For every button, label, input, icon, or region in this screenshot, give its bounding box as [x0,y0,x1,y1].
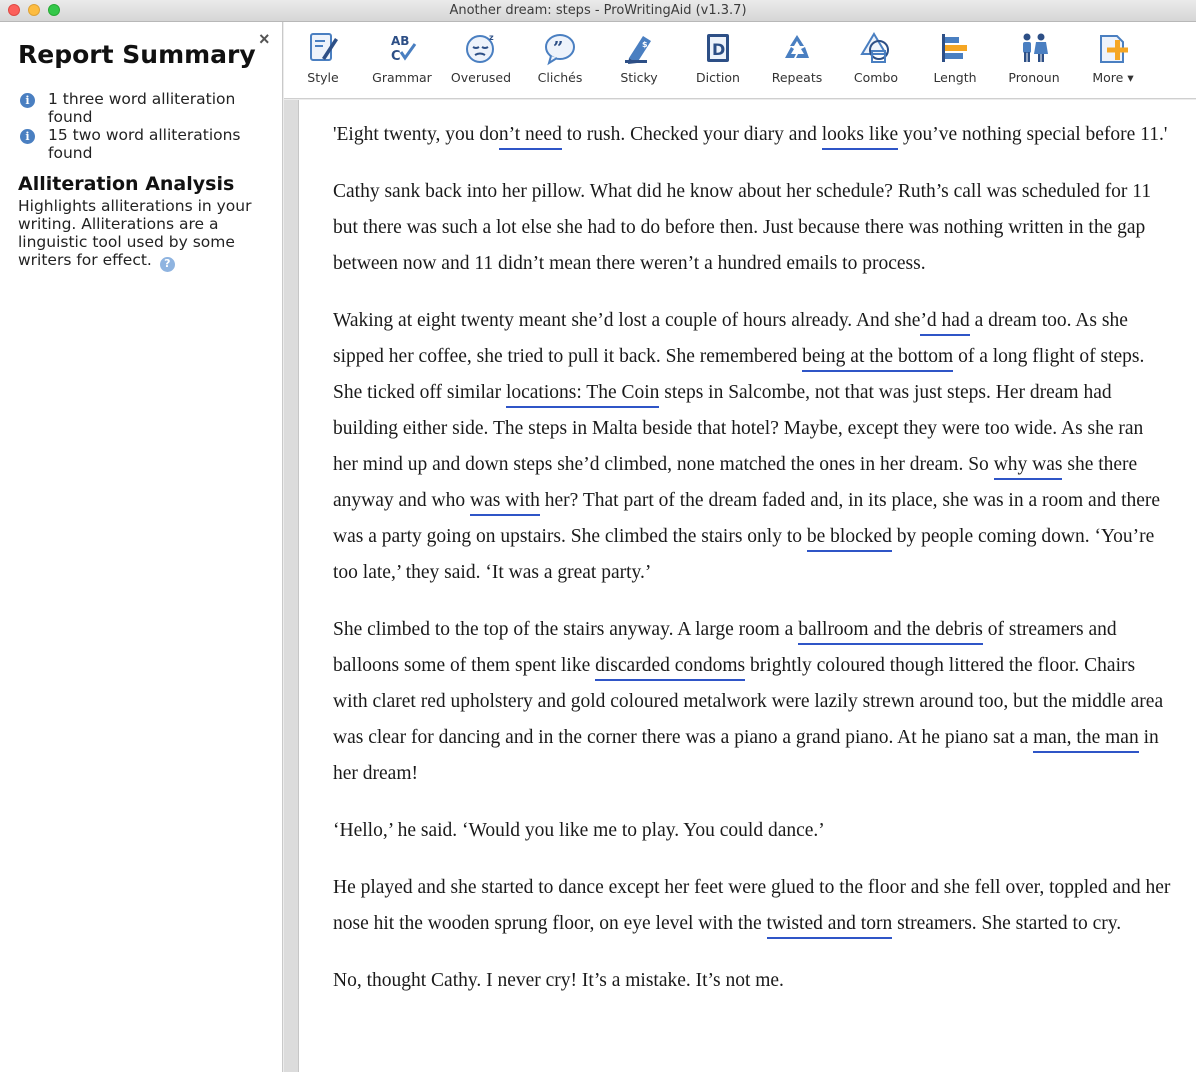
sticky-icon [621,30,657,66]
section-title: Alliteration Analysis [18,173,235,195]
paragraph-text: you’ve nothing special before 11.' [898,124,1168,145]
paragraph-text: a dream too. As she sipped her coffee, she tried to pull it back. She remembered [333,310,1128,367]
alliteration-highlight[interactable]: ’d had [920,310,969,336]
editor-gutter [284,100,299,1072]
more-label: More ▾ [1092,70,1134,85]
summary-item-text: 15 two word alliterations found [48,126,241,162]
paragraph-text: ‘Hello,’ he said. ‘Would you like me to play. You could dance.’ [333,820,825,841]
alliteration-highlight[interactable]: looks like [822,124,898,150]
more-icon [1095,30,1131,66]
alliteration-highlight[interactable]: n’t need [499,124,562,150]
alliteration-highlight[interactable]: being at the bottom [802,346,953,372]
alliteration-highlight[interactable]: twisted and torn [767,913,893,939]
pronoun-label: Pronoun [1008,70,1060,85]
alliteration-highlight[interactable]: man, the man [1033,727,1139,753]
info-icon: i [20,93,35,108]
overused-button[interactable] [442,22,520,99]
paragraph-text: of streamers and balloons some of them spent like [333,619,1117,676]
paragraph-text: He played and she started to dance except her feet were glued to the floor and she fell over, toppled and her nose hit the wooden sprung floor, on eye level with the [333,877,1171,934]
paragraph-text: streamers. She started to cry. [892,913,1122,934]
paragraph-text: brightly coloured though littered the floor. Chairs with claret red upholstery and gold coloured metalwork were lazily strewn around too, but the middle area was clear for dancing and in the corner there was a piano a grand piano. At he piano sat a [333,655,1164,748]
svg-text:AB: AB [391,34,410,48]
paragraph-text: she there anyway and who [333,454,1138,511]
summary-list [20,90,260,162]
sticky-label: Sticky [620,70,658,85]
diction-button[interactable] [679,22,757,99]
document-editor[interactable] [299,100,1196,1072]
document-paragraph[interactable] [333,870,1173,942]
style-button[interactable] [284,22,362,99]
section-description [18,197,268,272]
repeats-label: Repeats [771,70,823,85]
alliteration-highlight[interactable]: ballroom and the debris [798,619,983,645]
maximize-window-button[interactable] [48,4,60,16]
paragraph-text: by people coming down. ‘You’re too late,’ they said. ‘It was a great party.’ [333,526,1155,583]
svg-text:z: z [489,33,494,42]
alliteration-highlight[interactable]: why was [994,454,1063,480]
more-button[interactable] [1074,22,1152,99]
summary-item[interactable] [20,126,260,162]
length-icon [937,30,973,66]
report-toolbar [284,22,1196,99]
grammar-button[interactable] [363,22,441,99]
paragraph-text: 'Eight twenty, you do [333,124,499,145]
paragraph-text: Waking at eight twenty meant she’d lost a couple of hours already. And she [333,310,921,331]
repeats-icon [779,30,815,66]
length-label: Length [933,70,977,85]
paragraph-text: She climbed to the top of the stairs anyway. A large room a [333,619,799,640]
style-icon [305,30,341,66]
cliches-icon [542,30,578,66]
report-summary-title: Report Summary [18,40,256,69]
svg-text:$: $ [642,40,648,49]
window-controls [8,4,60,16]
alliteration-highlight[interactable]: be blocked [807,526,892,552]
combo-button[interactable] [837,22,915,99]
cliches-label: Clichés [537,70,583,85]
document-paragraph[interactable] [333,303,1173,591]
overused-icon [463,30,499,66]
grammar-icon [384,30,420,66]
paragraph-text: to rush. Checked your diary and [561,124,822,145]
grammar-label: Grammar [372,70,432,85]
document-paragraph[interactable] [333,612,1173,792]
svg-text:C: C [391,49,401,64]
summary-item[interactable] [20,90,260,126]
diction-icon [700,30,736,66]
section-description-text: Highlights alliterations in your writing. Alliterations are a linguistic tool used by some writers for effect. [18,197,252,269]
document-paragraph[interactable] [333,963,1173,999]
alliteration-highlight[interactable]: locations: The Coin [506,382,659,408]
document-paragraph[interactable] [333,174,1173,282]
style-label: Style [307,70,339,85]
close-window-button[interactable] [8,4,20,16]
document-paragraph[interactable] [333,117,1173,153]
document-paragraph[interactable] [333,813,1173,849]
alliteration-highlight[interactable]: was with [470,490,540,516]
repeats-button[interactable] [758,22,836,99]
help-icon[interactable]: ? [160,257,175,272]
combo-icon [858,30,894,66]
minimize-window-button[interactable] [28,4,40,16]
paragraph-text: of a long flight of steps. She ticked off similar [333,346,1145,403]
length-button[interactable] [916,22,994,99]
paragraph-text: in her dream! [333,727,1159,784]
document-body[interactable] [333,117,1173,1020]
sticky-button[interactable] [600,22,678,99]
combo-label: Combo [853,70,899,85]
title-bar [0,0,1196,22]
summary-item-text: 1 three word alliteration found [48,90,236,126]
paragraph-text: Cathy sank back into her pillow. What did he know about her schedule? Ruth’s call was scheduled for 11 but there was such a lot else she had to do before then. Just because there was nothing written in the gap between now and 11 didn’t mean there weren’t a hundred emails to process. [333,181,1152,274]
info-icon: i [20,129,35,144]
overused-label: Overused [450,70,512,85]
paragraph-text: her? That part of the dream faded and, in its place, she was in a room and there was a party going on upstairs. She climbed the stairs only to [333,490,1161,547]
svg-text:D: D [712,40,726,59]
pronoun-icon [1016,30,1052,66]
close-sidebar-icon[interactable]: × [259,29,270,49]
paragraph-text: No, thought Cathy. I never cry! It’s a mistake. It’s not me. [333,970,784,991]
diction-label: Diction [696,70,740,85]
svg-text:”: ” [553,38,564,59]
pronoun-button[interactable] [995,22,1073,99]
window-title: Another dream: steps - ProWritingAid (v1.3.7) [449,3,747,18]
report-sidebar [0,22,283,1072]
paragraph-text: steps in Salcombe, not that was just steps. Her dream had building either side. The steps in Malta beside that hotel? Maybe, except they were too wide. As she ran her mind up and down steps she’d climbed, none matched the ones in her dream. So [333,382,1144,475]
alliteration-highlight[interactable]: discarded condoms [595,655,745,681]
cliches-button[interactable] [521,22,599,99]
